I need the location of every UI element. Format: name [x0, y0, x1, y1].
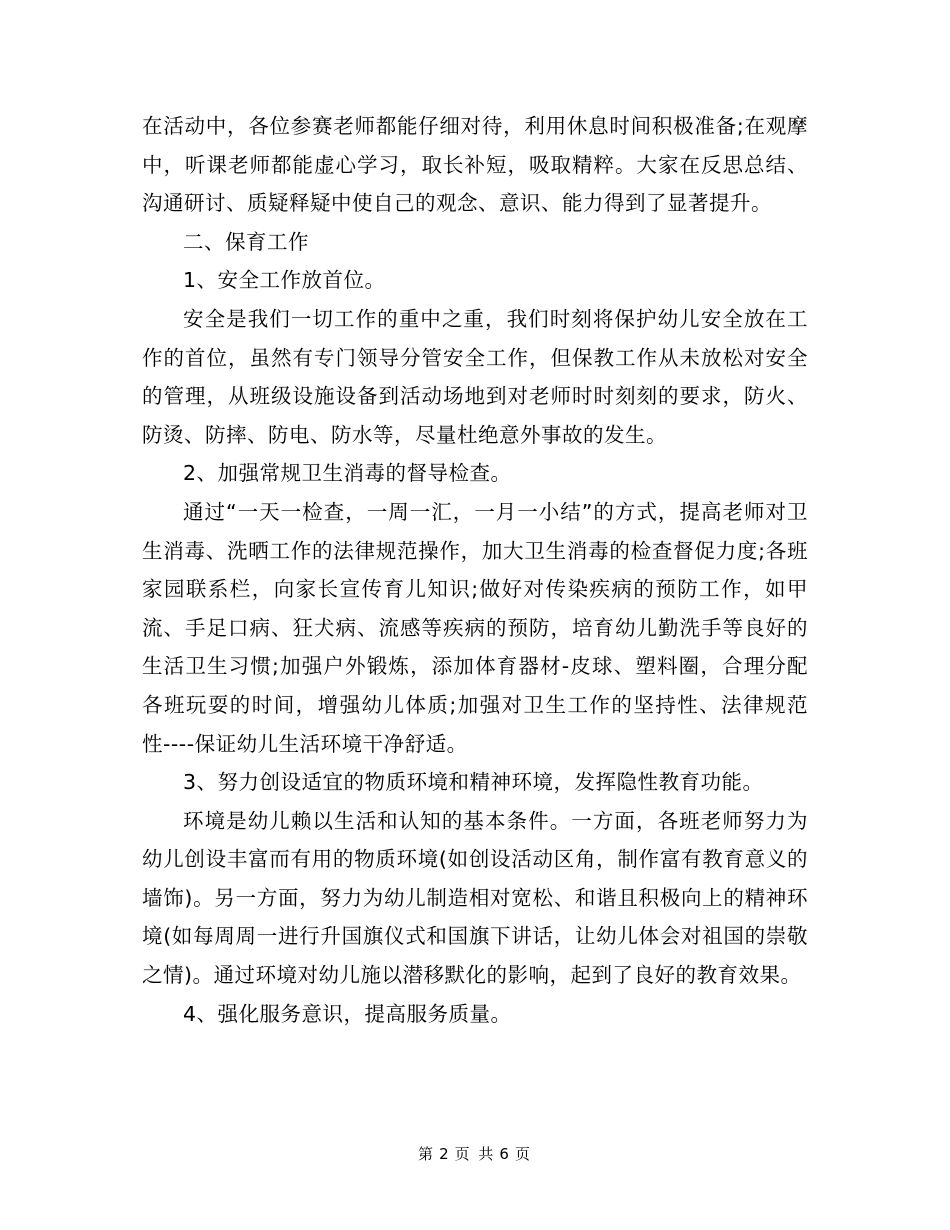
subheading-service-awareness: 4、强化服务意识，提高服务质量。 [183, 1001, 512, 1026]
footer-middle: 页 共 [454, 1145, 496, 1163]
subheading-hygiene-inspection: 2、加强常规卫生消毒的督导检查。 [183, 461, 512, 486]
paragraph-safety: 安全是我们一切工作的重中之重，我们时刻将保护幼儿安全放在工作的首位，虽然有专门领导分管安全工作，但保教工作从未放松对安全的管理，从班级设施设备到活动场地到对老师时时刻刻的要求，防火、防烫、防摔、防电、防水等，尽量杜绝意外事故的发生。 [142, 306, 808, 447]
footer-current-page: 2 [439, 1145, 451, 1163]
document-body [142, 107, 808, 1033]
footer-prefix: 第 [418, 1145, 436, 1163]
paragraph-environment: 环境是幼儿赖以生活和认知的基本条件。一方面，各班老师努力为幼儿创设丰富而有用的物质环境(如创设活动区角，制作富有教育意义的墙饰)。另一方面，努力为幼儿制造相对宽松、和谐且积极向上的精神环境(如每周周一进行升国旗仪式和国旗下讲话，让幼儿体会对祖国的崇敬之情)。通过环境对幼儿施以潜移默化的影响，起到了良好的教育效果。 [142, 808, 808, 988]
section-heading-childcare: 二、保育工作 [183, 229, 309, 254]
subheading-safety-first: 1、安全工作放首位。 [183, 268, 386, 293]
page-footer [0, 1143, 950, 1164]
footer-suffix: 页 [514, 1145, 532, 1163]
paragraph-hygiene: 通过“一天一检查，一周一汇，一月一小结”的方式，提高老师对卫生消毒、洗晒工作的法律规范操作，加大卫生消毒的检查督促力度;各班家园联系栏，向家长宣传育儿知识;做好对传染疾病的预防工作，如甲流、手足口病、狂犬病、流感等疾病的预防，培育幼儿勤洗手等良好的生活卫生习惯;加强户外锻炼，添加体育器材-皮球、塑料圈，合理分配各班玩耍的时间，增强幼儿体质;加强对卫生工作的坚持性、法律规范性----保证幼儿生活环境干净舒适。 [142, 499, 808, 756]
footer-total-pages: 6 [499, 1145, 511, 1163]
paragraph-continuation: 在活动中，各位参赛老师都能仔细对待，利用休息时间积极准备;在观摩中，听课老师都能虚心学习，取长补短，吸取精粹。大家在反思总结、沟通研讨、质疑释疑中使自己的观念、意识、能力得到了显著提升。 [142, 114, 808, 216]
subheading-environment: 3、努力创设适宜的物质环境和精神环境，发挥隐性教育功能。 [183, 770, 764, 795]
